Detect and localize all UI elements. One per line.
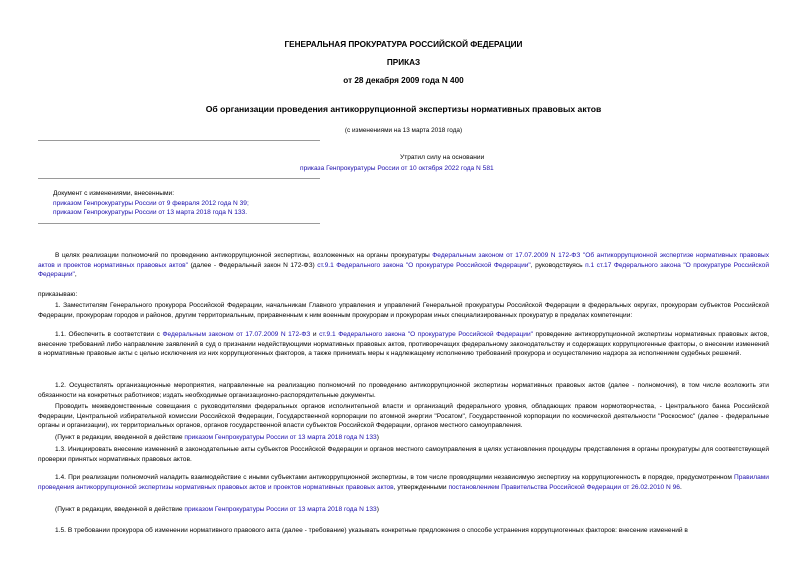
divider bbox=[38, 140, 320, 141]
art-9-1-link[interactable]: ст.9.1 Федерального закона "О прокуратуре Российской Федерации" bbox=[317, 261, 531, 269]
basis-link bbox=[300, 164, 494, 174]
order-133-link-2[interactable]: приказом Генпрокуратуры России от 13 марта 2018 года N 133 bbox=[184, 506, 377, 513]
document-date-number: от 28 декабря 2009 года N 400 bbox=[343, 76, 464, 85]
preamble-paragraph: В целях реализации полномочий по проведению антикоррупционной экспертизы, возложенных на органы прокуратуры Федеральным законом от 17.07.2009 N 172-ФЗ "Об антикоррупционной экспертизе нормативных правовых актов и проектов нормативных правовых актов" (далее - Федеральный закон N 172-ФЗ) ст.9.1 Федерального закона "О прокуратуре Российской Федерации", руководствуясь п.1 ст.17 Федерального закона "О прокуратуре Российской Федерации", bbox=[38, 252, 769, 279]
change-link-2012[interactable]: приказом Генпрокуратуры России от 9 февраля 2012 года N 39; bbox=[53, 199, 249, 207]
document-type: ПРИКАЗ bbox=[386, 58, 421, 67]
art-17-link[interactable]: п.1 ст.17 Федерального закона "О прокуратуре Российской Федерации" bbox=[38, 261, 769, 279]
order-133-link[interactable]: приказом Генпрокуратуры России от 13 марта 2018 года N 133 bbox=[184, 434, 377, 441]
order-word: приказываю: bbox=[38, 291, 78, 298]
lost-force-label: Утратил силу на основании bbox=[400, 154, 485, 161]
changes-block bbox=[53, 189, 313, 218]
edit-note-2: (Пункт в редакции, введенной в действие приказом Генпрокуратуры России от 13 марта 2018 года N 133) bbox=[55, 506, 379, 513]
law-172-fz-link-2[interactable]: Федеральным законом от 17.07.2009 N 172-ФЗ bbox=[162, 331, 311, 338]
paragraph-1: 1. Заместителям Генерального прокурора Российской Федерации, начальникам Главного управления и управлений Генеральной прокуратуры Российской Федерации в федеральных округах, прокурорам субъектов Российской Федерации, прокурорам городов и районов, другим территориальным, приравненным к ним военным прокурорам и прокурорам иных специализированных прокуратур в пределах компетенции: bbox=[38, 302, 769, 319]
art-9-1-link-2[interactable]: ст.9.1 Федерального закона "О прокуратуре Российской Федерации" bbox=[319, 331, 534, 338]
change-link-2018[interactable]: приказом Генпрокуратуры России от 13 марта 2018 года N 133. bbox=[53, 209, 248, 217]
paragraph-1-1: 1.1. Обеспечить в соответствии с Федеральным законом от 17.07.2009 N 172-ФЗ и ст.9.1 Федерального закона "О прокуратуре Российской Федерации" проведение антикоррупционной экспертизы нормативных правовых актов, внесение требований либо направление заявлений в суд о признании недействующими нормативных правовых актов, противоречащих федеральному законодательству и содержащих коррупциогенные факторы, о внесении изменений в нормативные правовые акты с целью исключения из них коррупциогенных факторов, а также принимать меры к надлежащему исполнению требований прокурора и осуществлению надзора за исполнением судебных решений. bbox=[38, 331, 769, 358]
changes-note: (с изменениями на 13 марта 2018 года) bbox=[344, 127, 463, 134]
divider bbox=[38, 223, 320, 224]
paragraph-1-4: 1.4. При реализации полномочий наладить взаимодействие с иными субъектами антикоррупционной экспертизы, в том числе проводящими независимую экспертизу на коррупциогенность в порядке, предусмотренном Правилами проведения антикоррупционной экспертизы нормативных правовых актов и проектов нормативных правовых актов, утвержденными постановлением Правительства Российской Федерации от 26.02.2010 N 96. bbox=[38, 474, 769, 491]
organization-heading: ГЕНЕРАЛЬНАЯ ПРОКУРАТУРА РОССИЙСКОЙ ФЕДЕРАЦИИ bbox=[284, 40, 523, 49]
paragraph-1-5: 1.5. В требовании прокурора об изменении нормативного правового акта (далее - требование) указывать конкретные предложения о способе устранения коррупциогенных факторов: внесение изменений в bbox=[55, 527, 688, 534]
paragraph-1-2: 1.2. Осуществлять организационные мероприятия, направленные на реализацию полномочий по проведению антикоррупционной экспертизы нормативных правовых актов (далее - полномочия), в том числе возложить эти обязанности на конкретных работников; издать необходимые организационно-распорядительные документы. bbox=[38, 382, 769, 399]
government-resolution-link[interactable]: постановлением Правительства Российской Федерации от 26.02.2010 N 96 bbox=[448, 483, 680, 491]
law-172-fz-link[interactable]: Федеральным законом от 17.07.2009 N 172-ФЗ "Об антикоррупционной экспертизе нормативных правовых актов и проектов нормативных правовых актов" bbox=[38, 252, 769, 269]
basis-order-link[interactable]: приказа Генпрокуратуры России от 10 октября 2022 года N 581 bbox=[300, 165, 494, 172]
document-title: Об организации проведения антикоррупционной экспертизы нормативных правовых актов bbox=[205, 104, 602, 114]
rules-link[interactable]: Правилами проведения антикоррупционной экспертизы нормативных правовых актов и проектов нормативных правовых актов bbox=[38, 474, 769, 491]
changes-block-label: Документ с изменениями, внесенными: bbox=[53, 190, 175, 197]
divider bbox=[38, 178, 320, 179]
paragraph-1-3: 1.3. Инициировать внесение изменений в законодательные акты субъектов Российской Федерации и органов местного самоуправления в целях установления процедуры представления в органы прокуратуры для соответствующей проверки принятых нормативных правовых актов. bbox=[38, 446, 769, 463]
paragraph-1-2-meetings: Проводить межведомственные совещания с руководителями федеральных органов исполнительной власти и организаций федерального уровня, обладающих правом нормотворчества, - Центрального банка Российской Федерации, Центральной избирательной комиссии Российской Федерации, Государственной корпорации по атомной энергии "Росатом", Государственной корпорации по космической деятельности "Роскосмос" (далее - федеральные органы и организации), их территориальных органов, органов государственной власти субъектов Российской Федерации, органов местного самоуправления. bbox=[38, 403, 769, 430]
edit-note: (Пункт в редакции, введенной в действие приказом Генпрокуратуры России от 13 марта 2018 года N 133) bbox=[55, 434, 379, 441]
